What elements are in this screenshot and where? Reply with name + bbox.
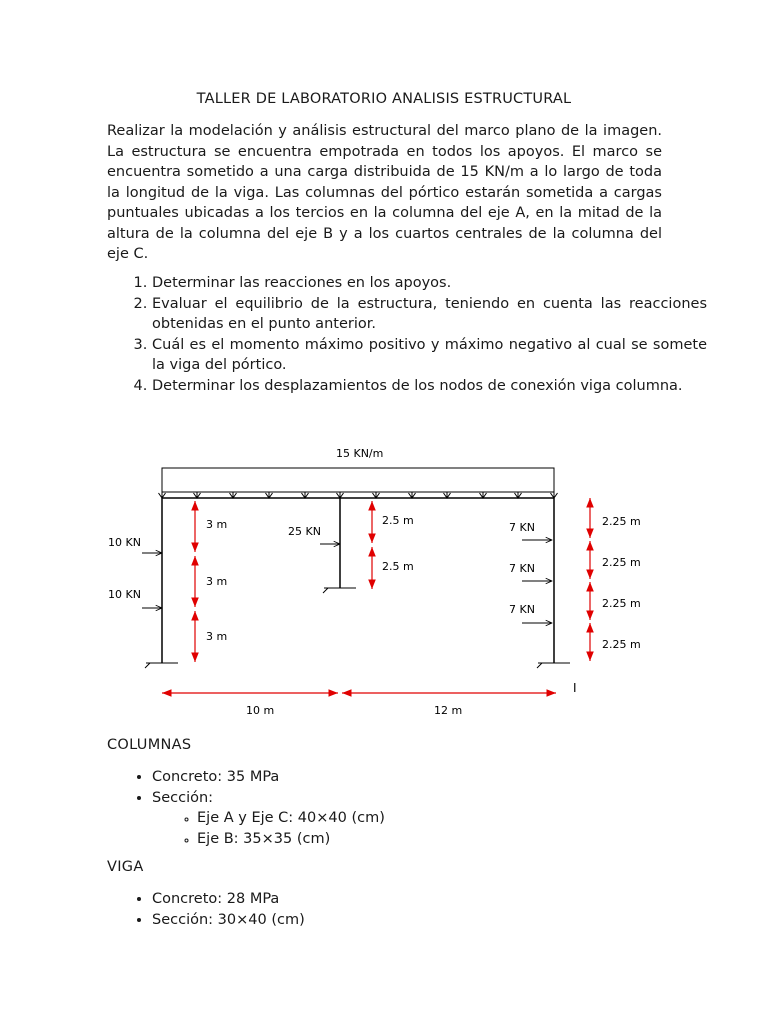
list-item: • Sección: ◦ Eje A y Eje C: 40×40 (cm) ◦ Eje B: 35×35 (cm)	[152, 788, 385, 850]
viga-list	[107, 889, 305, 930]
list-item: • Sección: 30×40 (cm)	[152, 910, 305, 931]
task-item: 2. Evaluar el equilibrio de la estructura, teniendo en cuenta las reacciones obtenidas en el punto anterior.	[152, 294, 707, 335]
dimension-label: 3 m	[206, 630, 228, 643]
fixed-supports	[145, 588, 570, 668]
dimension-label: 3 m	[206, 575, 228, 588]
column-a-loads	[142, 553, 162, 608]
dimension-label: 3 m	[206, 518, 228, 531]
dimension-label: 2.25 m	[602, 597, 641, 610]
stray-mark: I	[573, 681, 577, 695]
dimension-label: 2.5 m	[382, 560, 414, 573]
load-label: 7 KN	[509, 603, 535, 616]
load-label: 10 KN	[108, 536, 141, 549]
dimension-label: 10 m	[246, 704, 275, 717]
load-label: 7 KN	[509, 521, 535, 534]
dimension-label: 2.5 m	[382, 514, 414, 527]
seccion-sublist	[152, 808, 385, 849]
task-list	[107, 273, 707, 396]
columnas-list	[107, 767, 385, 849]
list-item: • Concreto: 35 MPa	[152, 767, 385, 788]
task-item: 3. Cuál es el momento máximo positivo y máximo negativo al cual se somete la viga del pórtico.	[152, 335, 707, 376]
dimension-label: 12 m	[434, 704, 463, 717]
list-item: ◦ Eje A y Eje C: 40×40 (cm)	[197, 808, 385, 829]
task-item: 4. Determinar los desplazamientos de los nodos de conexión viga columna.	[152, 376, 707, 397]
viga-heading: VIGA	[107, 859, 144, 875]
load-label: 7 KN	[509, 562, 535, 575]
load-label: 25 KN	[288, 525, 321, 538]
dimension-label: 2.25 m	[602, 515, 641, 528]
document-title: TALLER DE LABORATORIO ANALISIS ESTRUCTURAL	[196, 91, 572, 107]
intro-paragraph: Realizar la modelación y análisis estructural del marco plano de la imagen. La estructura se encuentra empotrada en todos los apoyos. El marco se encuentra sometido a una carga distribuida de 15 KN/m a lo largo de toda la longitud de la viga. Las columnas del pórtico estarán sometida a cargas puntuales ubicadas a los tercios en la columna del eje A, en la mitad de la altura de la columna del eje B y a los cuartos centrales de la columna del eje C.	[107, 123, 662, 262]
task-item: 1. Determinar las reacciones en los apoyos.	[152, 273, 707, 294]
distributed-load-label: 15 KN/m	[336, 447, 384, 460]
list-item: • Concreto: 28 MPa	[152, 889, 305, 910]
list-item: ◦ Eje B: 35×35 (cm)	[197, 829, 385, 850]
load-label: 10 KN	[108, 588, 141, 601]
columnas-heading: COLUMNAS	[107, 737, 192, 753]
dimension-label: 2.25 m	[602, 638, 641, 651]
distributed-load	[159, 447, 558, 498]
frame-diagram	[0, 430, 768, 730]
dimension-label: 2.25 m	[602, 556, 641, 569]
